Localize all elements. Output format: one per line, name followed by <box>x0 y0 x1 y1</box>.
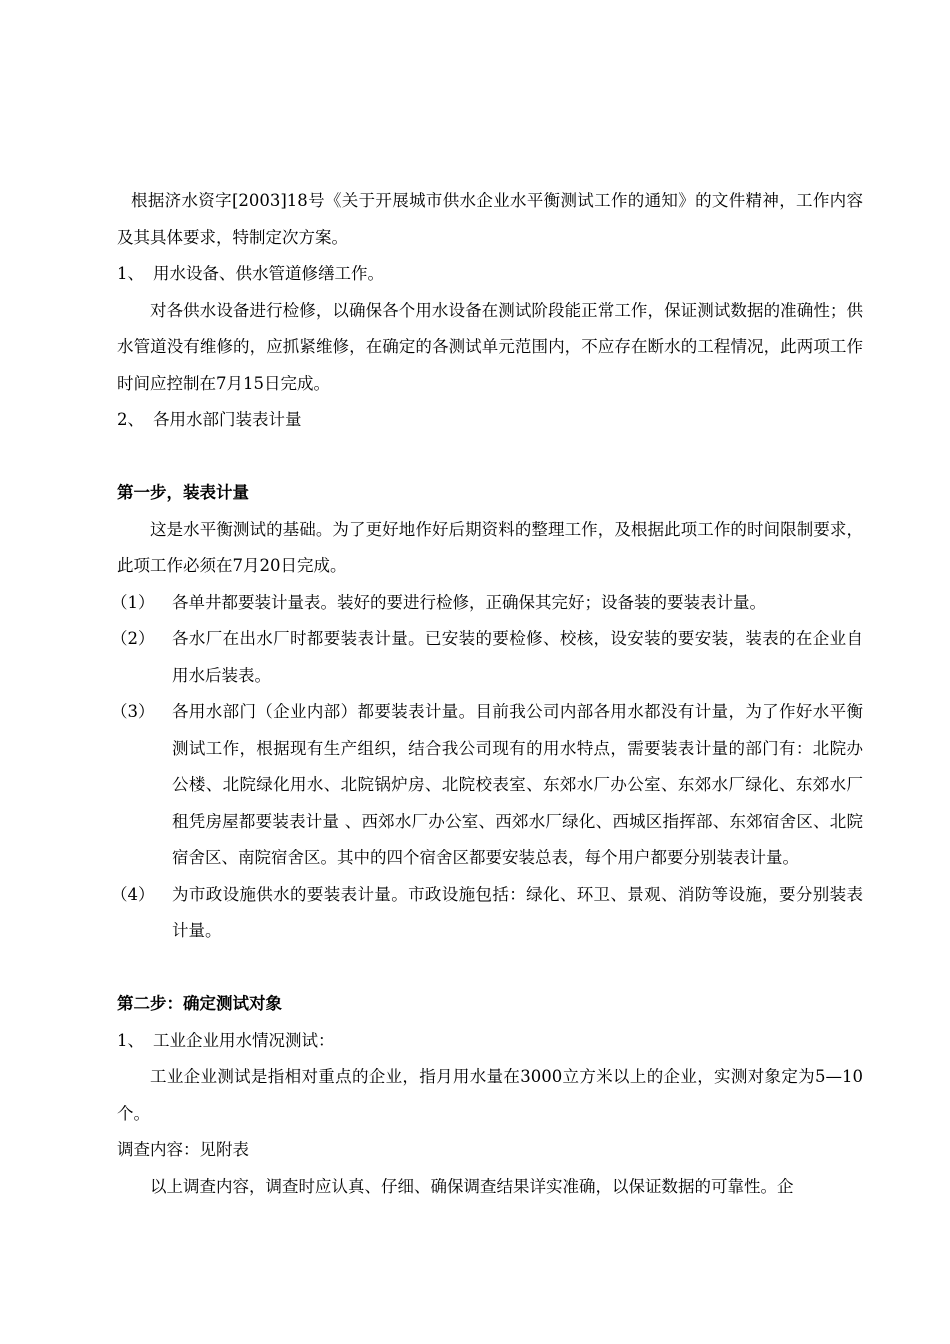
section-item-1-number: 1、 <box>117 264 144 283</box>
step1-list-item <box>111 621 863 694</box>
document-body <box>111 183 863 1205</box>
list-item-number: （1） <box>111 592 155 612</box>
closing-paragraph: 以上调查内容，调查时应认真、仔细、确保调查结果详实准确，以保证数据的可靠性。企 <box>150 1176 794 1196</box>
section-item-2 <box>117 402 863 439</box>
step1-heading: 第一步，装表计量 <box>117 483 249 502</box>
step2-item-1-number: 1、 <box>117 1030 144 1050</box>
step2-body: 工业企业测试是指相对重点的企业，指月用水量在3000立方米以上的企业，实测对象定为5—10个。 <box>117 1067 863 1123</box>
section-item-1 <box>117 256 863 293</box>
section-item-1-body: 对各供水设备进行检修，以确保各个用水设备在测试阶段能正常工作，保证测试数据的准确性；供水管道没有维修的，应抓紧维修，在确定的各测试单元范围内，不应存在断水的工程情况，此两项工作时间应控制在7月15日完成。 <box>117 300 863 393</box>
section-item-2-title: 各用水部门装表计量 <box>153 410 302 429</box>
section-item-2-number: 2、 <box>117 410 144 429</box>
list-item-text: 各单井都要装计量表。装好的要进行检修，正确保其完好；设备装的要装表计量。 <box>172 592 766 612</box>
list-item-text: 为市政设施供水的要装表计量。市政设施包括：绿化、环卫、景观、消防等设施，要分别装表计量。 <box>172 884 863 940</box>
list-item-text: 各水厂在出水厂时都要装表计量。已安装的要检修、校核，设安装的要安装，装表的在企业自用水后装表。 <box>172 629 863 685</box>
step2-heading: 第二步：确定测试对象 <box>117 994 282 1013</box>
step1-list-item <box>111 877 863 950</box>
spacer <box>117 950 863 987</box>
list-item-number: （3） <box>111 702 155 721</box>
list-item-text: 各用水部门（企业内部）都要装表计量。目前我公司内部各用水都没有计量，为了作好水平衡测试工作，根据现有生产组织，结合我公司现有的用水特点，需要装表计量的部门有：北院办公楼、北院绿化用水、北院锅炉房、北院校表室、东郊水厂办公室、东郊水厂绿化、东郊水厂租凭房屋都要装表计量 、西郊水厂办公室、西郊水厂绿化、西城区指挥部、东郊宿舍区、北院宿舍区、南院宿舍区。其中的四个宿舍区都要安装总表，每个用户都要分别装表计量。 <box>172 702 863 867</box>
step1-list-item <box>111 585 863 622</box>
section-item-1-title: 用水设备、供水管道修缮工作。 <box>153 264 384 283</box>
list-item-number: （2） <box>111 629 155 648</box>
step1-body: 这是水平衡测试的基础。为了更好地作好后期资料的整理工作，及根据此项工作的时间限制要求，此项工作必须在7月20日完成。 <box>117 519 863 575</box>
survey-content-line: 调查内容：见附表 <box>117 1140 249 1159</box>
step2-item-1-title: 工业企业用水情况测试： <box>153 1030 335 1050</box>
list-item-number: （4） <box>111 884 155 904</box>
intro-paragraph: 根据济水资字[2003]18号《关于开展城市供水企业水平衡测试工作的通知》的文件精神，工作内容及其具体要求，特制定次方案。 <box>117 191 863 247</box>
step2-item-1 <box>117 1023 863 1060</box>
spacer <box>117 439 863 476</box>
step1-list-item <box>111 694 863 877</box>
